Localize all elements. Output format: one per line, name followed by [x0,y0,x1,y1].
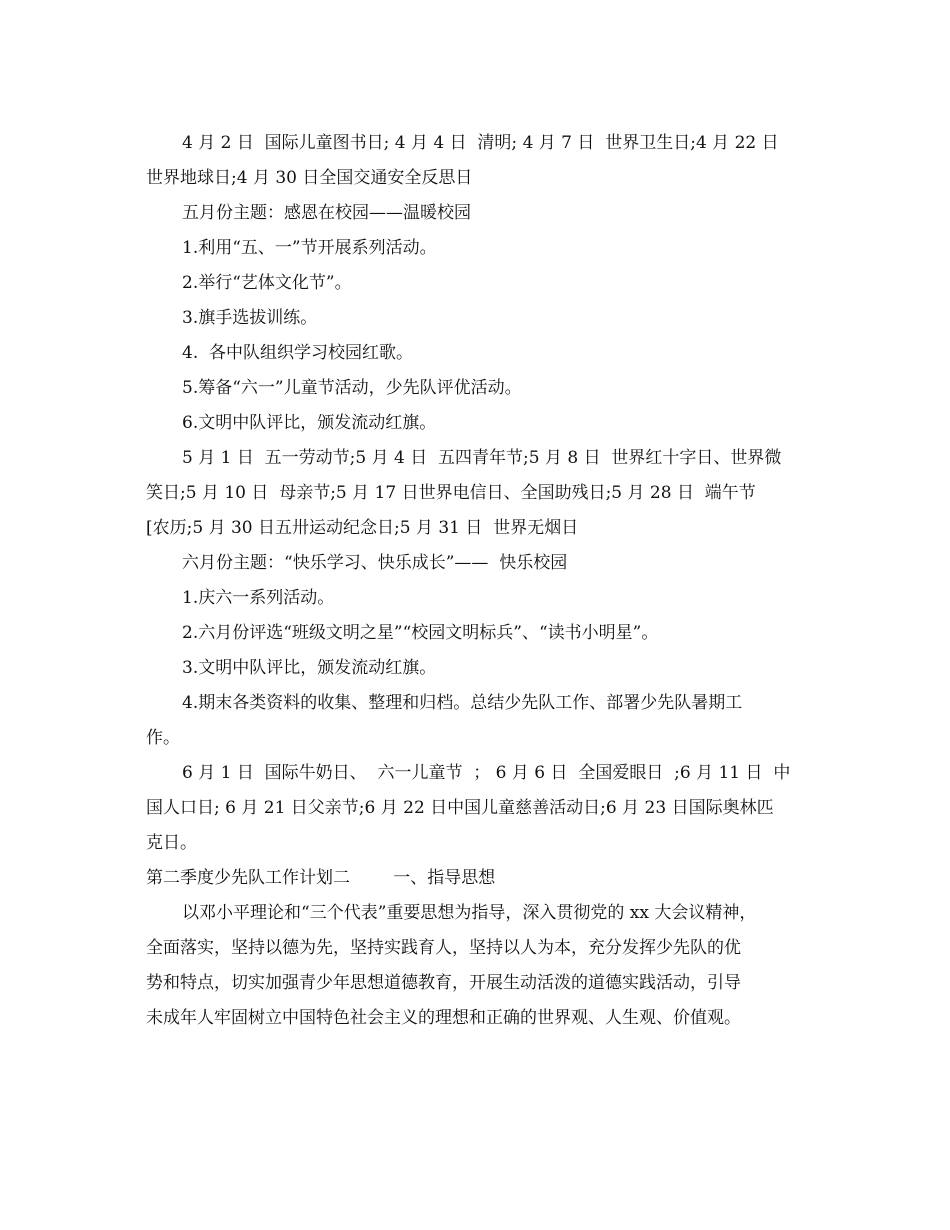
section-heading: 六月份主题：“快乐学习、快乐成长”—— 快乐校园 [182,553,568,573]
text-line: 以邓小平理论和“三个代表”重要思想为指导，深入贯彻党的 xx 大会议精神， [182,903,757,923]
text-line: [农历;5 月 30 日五卅运动纪念日;5 月 31 日 世界无烟日 [146,518,579,538]
section-heading: 第二季度少先队工作计划二 一、指导思想 [146,868,496,888]
text-line: 笑日;5 月 10 日 母亲节;5 月 17 日世界电信日、全国助残日;5 月 28 日 端午节 [146,483,756,503]
text-line: 全面落实，坚持以德为先，坚持实践育人，坚持以人为本，充分发挥少先队的优 [146,938,741,958]
list-item: 2.六月份评选“班级文明之星”“校园文明标兵”、“读书小明星”。 [182,623,659,643]
list-item: 1.庆六一系列活动。 [182,588,335,608]
text-line: 作。 [146,728,180,748]
text-line: 势和特点，切实加强青少年思想道德教育，开展生动活泼的道德实践活动，引导 [146,973,741,993]
text-line: 5 月 1 日 五一劳动节;5 月 4 日 五四青年节;5 月 8 日 世界红十字日、世界微 [182,448,782,468]
text-line: 4 月 2 日 国际儿童图书日; 4 月 4 日 清明; 4 月 7 日 世界卫生日;4 月 22 日 [182,133,779,153]
text-line: 未成年人牢固树立中国特色社会主义的理想和正确的世界观、人生观、价值观。 [146,1008,741,1028]
text-line: 6 月 1 日 国际牛奶日、 六一儿童节 ； 6 月 6 日 全国爱眼日 ;6 月 11 日 中 [182,763,791,783]
list-item: 3.文明中队评比，颁发流动红旗。 [182,658,437,678]
list-item: 4. 各中队组织学习校园红歌。 [182,343,414,363]
document-body [146,126,816,1036]
text-line: 世界地球日;4 月 30 日全国交通安全反思日 [146,168,473,188]
list-item: 4.期末各类资料的收集、整理和归档。总结少先队工作、部署少先队暑期工 [182,693,743,713]
text-line: 国人口日; 6 月 21 日父亲节;6 月 22 日中国儿童慈善活动日;6 月 23 日国际奥林匹 [146,798,774,818]
section-heading: 五月份主题：感恩在校园——温暖校园 [182,203,471,223]
list-item: 3.旗手选拔训练。 [182,308,318,328]
list-item: 1.利用“五、一”节开展系列活动。 [182,238,437,258]
list-item: 6.文明中队评比，颁发流动红旗。 [182,413,437,433]
list-item: 5.筹备“六一”儿童节活动，少先队评优活动。 [182,378,522,398]
text-line: 克日。 [146,833,197,853]
list-item: 2.举行“艺体文化节”。 [182,273,352,293]
